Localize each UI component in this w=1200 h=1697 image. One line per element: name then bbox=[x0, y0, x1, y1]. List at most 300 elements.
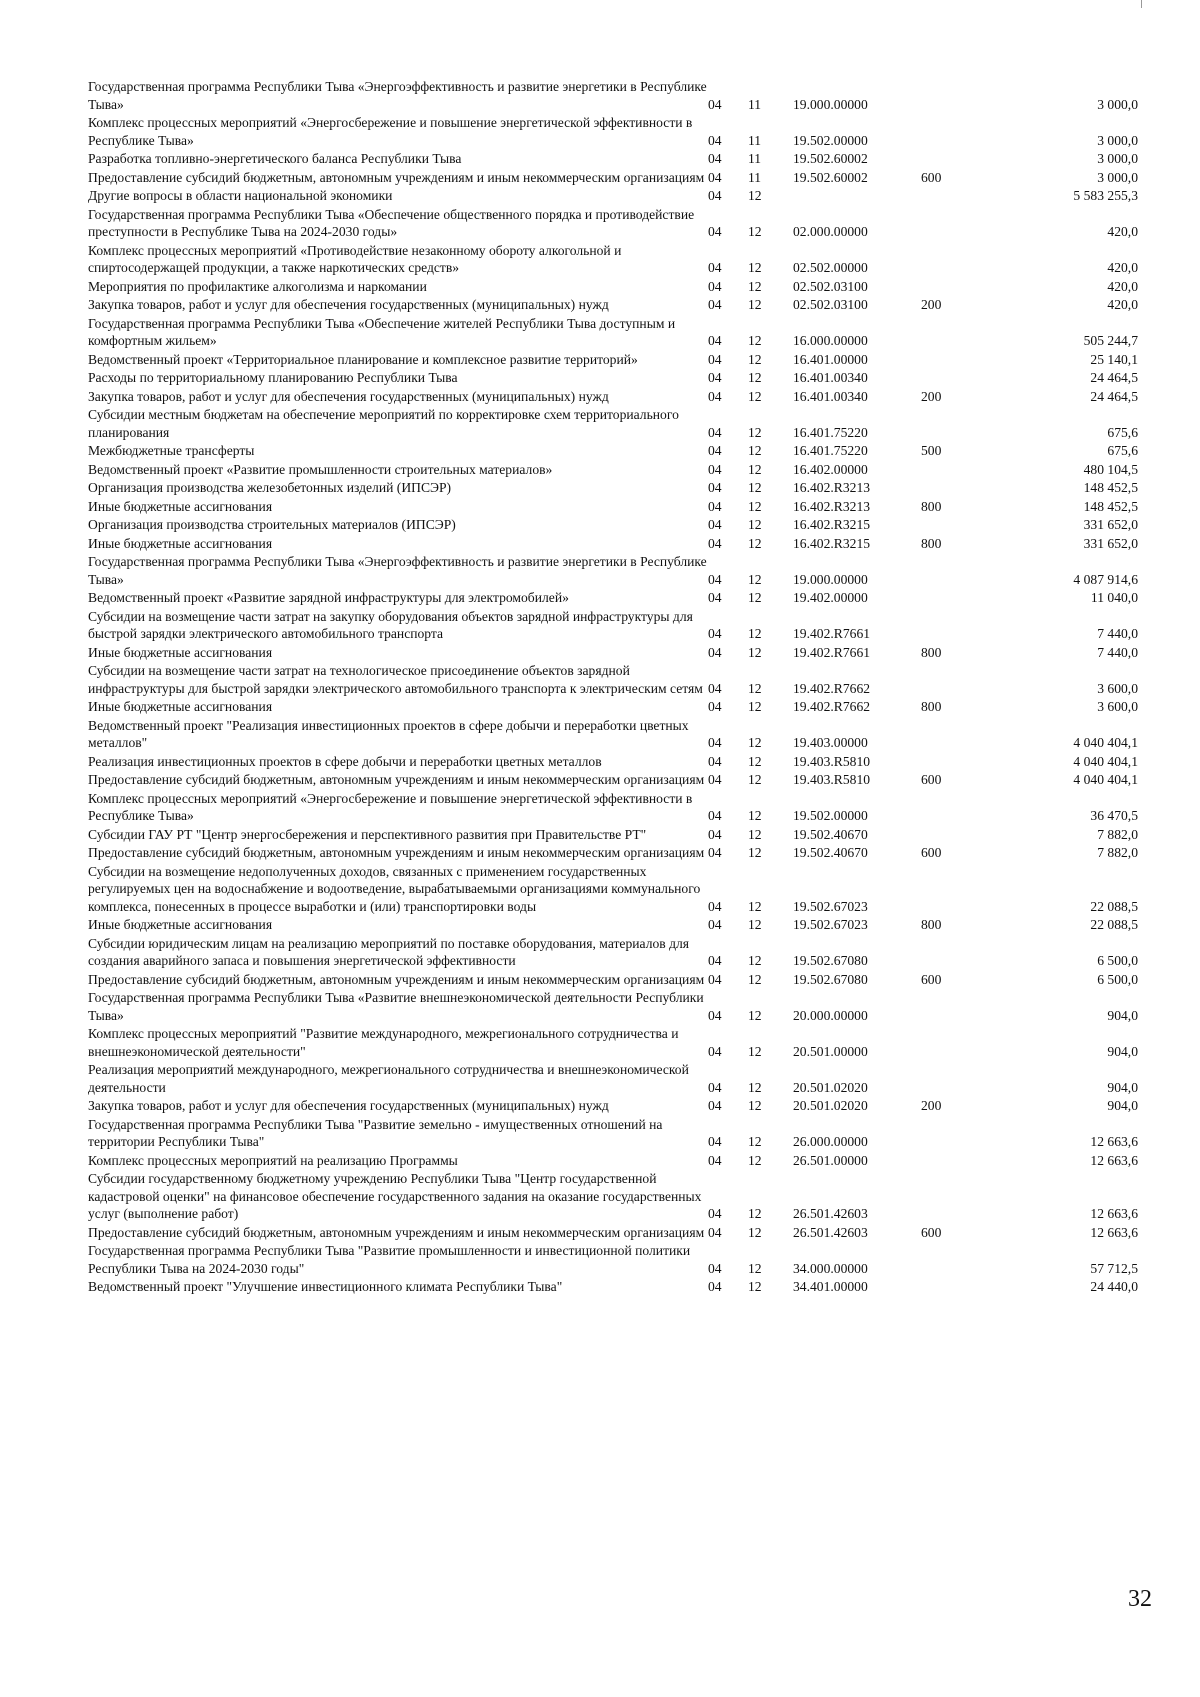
section-code: 04 bbox=[708, 971, 722, 987]
target-article-code: 16.402.R3213 bbox=[793, 498, 871, 514]
item-name: Иные бюджетные ассигнования bbox=[88, 498, 273, 514]
expense-type-code: 600 bbox=[921, 772, 942, 787]
amount: 6 500,0 bbox=[1097, 971, 1138, 987]
table-row bbox=[88, 206, 1138, 242]
section-code: 04 bbox=[708, 461, 722, 477]
item-name: Субсидии юридическим лицам на реализацию мероприятий по поставке оборудования, материалов для создания аварийного запаса и повышения энергетической эффективности bbox=[88, 935, 690, 968]
amount: 3 000,0 bbox=[1097, 132, 1138, 148]
amount: 904,0 bbox=[1107, 1043, 1138, 1059]
amount: 3 000,0 bbox=[1097, 169, 1138, 185]
amount: 675,6 bbox=[1107, 443, 1138, 458]
subsection-code: 12 bbox=[748, 333, 762, 348]
item-name: Комплекс процессных мероприятий "Развитие международного, межрегионального сотрудничества и внешнеэкономической деятельности" bbox=[88, 1026, 679, 1059]
table-row bbox=[88, 826, 1138, 845]
table-row bbox=[88, 753, 1138, 772]
item-name: Организация производства железобетонных изделий (ИПСЭР) bbox=[88, 480, 452, 495]
expense-type-code bbox=[921, 315, 981, 351]
expense-type-code bbox=[921, 78, 981, 114]
expense-type-code: 600 bbox=[921, 169, 942, 185]
section-code: 04 bbox=[708, 333, 722, 348]
target-article-code: 19.502.67023 bbox=[793, 917, 868, 932]
subsection-code: 12 bbox=[748, 1279, 762, 1294]
section-code: 04 bbox=[708, 351, 722, 367]
item-name: Иные бюджетные ассигнования bbox=[88, 699, 273, 714]
expense-type-code: 800 bbox=[921, 644, 942, 660]
target-article-code: 16.402.R3215 bbox=[793, 535, 871, 551]
amount: 12 663,6 bbox=[1090, 1224, 1138, 1240]
section-code: 04 bbox=[708, 1134, 722, 1149]
expense-type-code bbox=[921, 1278, 981, 1297]
target-article-code: 19.402.00000 bbox=[793, 590, 868, 605]
amount: 7 440,0 bbox=[1097, 644, 1138, 660]
item-name: Субсидии на возмещение части затрат на технологическое присоединение объектов зарядной инфраструктуры для быстрой зарядки электрического автомобильного транспорта к электрическим сетям bbox=[88, 663, 703, 696]
section-code: 04 bbox=[708, 845, 722, 860]
target-article-code: 20.501.00000 bbox=[793, 1043, 868, 1059]
item-name: Комплекс процессных мероприятий «Энергосбережение и повышение энергетической эффективности в Республике Тыва» bbox=[88, 790, 693, 823]
section-code: 04 bbox=[708, 1279, 722, 1294]
subsection-code: 12 bbox=[748, 1206, 762, 1221]
target-article-code bbox=[793, 187, 921, 206]
page-number: 32 bbox=[1128, 1586, 1152, 1612]
subsection-code: 12 bbox=[748, 845, 762, 860]
table-row bbox=[88, 1097, 1138, 1116]
section-code: 04 bbox=[708, 1260, 722, 1276]
subsection-code: 11 bbox=[748, 132, 762, 148]
item-name: Предоставление субсидий бюджетным, автономным учреждениям и иным некоммерческим организациям bbox=[88, 1224, 705, 1240]
expense-type-code: 600 bbox=[921, 845, 942, 860]
table-row bbox=[88, 535, 1138, 554]
section-code: 04 bbox=[708, 424, 722, 440]
amount: 505 244,7 bbox=[1083, 333, 1138, 348]
subsection-code: 12 bbox=[748, 571, 762, 587]
section-code: 04 bbox=[708, 132, 722, 148]
target-article-code: 19.402.R7662 bbox=[793, 699, 871, 714]
section-code: 04 bbox=[708, 498, 722, 514]
item-name: Иные бюджетные ассигнования bbox=[88, 535, 273, 551]
amount: 22 088,5 bbox=[1090, 917, 1138, 932]
item-name: Закупка товаров, работ и услуг для обеспечения государственных (муниципальных) нужд bbox=[88, 388, 609, 404]
target-article-code: 02.000.00000 bbox=[793, 224, 868, 239]
table-row bbox=[88, 278, 1138, 297]
table-row bbox=[88, 935, 1138, 971]
amount: 904,0 bbox=[1107, 1098, 1138, 1113]
section-code: 04 bbox=[708, 644, 722, 660]
target-article-code: 20.000.00000 bbox=[793, 1007, 868, 1023]
table-row bbox=[88, 296, 1138, 315]
amount: 904,0 bbox=[1107, 1007, 1138, 1023]
table-row bbox=[88, 369, 1138, 388]
table-row bbox=[88, 498, 1138, 517]
subsection-code: 12 bbox=[748, 224, 762, 239]
item-name: Реализация инвестиционных проектов в сфере добычи и переработки цветных металлов bbox=[88, 753, 602, 769]
item-name: Предоставление субсидий бюджетным, автономным учреждениям и иным некоммерческим организациям bbox=[88, 845, 705, 860]
expense-type-code bbox=[921, 863, 981, 917]
section-code: 04 bbox=[708, 753, 722, 769]
section-code: 04 bbox=[708, 772, 722, 787]
expense-type-code: 500 bbox=[921, 443, 942, 458]
amount: 480 104,5 bbox=[1083, 461, 1138, 477]
target-article-code: 26.000.00000 bbox=[793, 1134, 868, 1149]
section-code: 04 bbox=[708, 1098, 722, 1113]
expense-type-code bbox=[921, 608, 981, 644]
target-article-code: 16.401.75220 bbox=[793, 424, 868, 440]
item-name: Государственная программа Республики Тыва «Энергоэффективность и развитие энергетики в Республике Тыва» bbox=[88, 554, 707, 587]
subsection-code: 12 bbox=[748, 297, 762, 312]
expense-type-code: 200 bbox=[921, 388, 942, 404]
amount: 4 040 404,1 bbox=[1073, 772, 1138, 787]
expense-type-code bbox=[921, 1116, 981, 1152]
section-code: 04 bbox=[708, 1152, 722, 1168]
target-article-code: 26.501.42603 bbox=[793, 1224, 868, 1240]
target-article-code: 34.401.00000 bbox=[793, 1279, 868, 1294]
section-code: 04 bbox=[708, 96, 722, 112]
amount: 3 000,0 bbox=[1097, 151, 1138, 166]
subsection-code: 12 bbox=[748, 1134, 762, 1149]
target-article-code: 19.402.R7661 bbox=[793, 626, 871, 641]
subsection-code: 12 bbox=[748, 1224, 762, 1240]
item-name: Разработка топливно-энергетического баланса Республики Тыва bbox=[88, 151, 462, 166]
subsection-code: 11 bbox=[748, 96, 762, 112]
table-row bbox=[88, 388, 1138, 407]
subsection-code: 12 bbox=[748, 461, 762, 477]
target-article-code: 19.000.00000 bbox=[793, 571, 868, 587]
target-article-code: 19.502.67080 bbox=[793, 971, 868, 987]
item-name: Комплекс процессных мероприятий на реализацию Программы bbox=[88, 1152, 458, 1168]
item-name: Иные бюджетные ассигнования bbox=[88, 644, 273, 660]
expense-type-code: 800 bbox=[921, 498, 942, 514]
target-article-code: 19.403.R5810 bbox=[793, 772, 871, 787]
table-row bbox=[88, 406, 1138, 442]
item-name: Предоставление субсидий бюджетным, автономным учреждениям и иным некоммерческим организациям bbox=[88, 971, 705, 987]
target-article-code: 16.401.00000 bbox=[793, 351, 868, 367]
table-row bbox=[88, 169, 1138, 188]
expense-type-code bbox=[921, 553, 981, 589]
section-code: 04 bbox=[708, 1007, 722, 1023]
amount: 3 000,0 bbox=[1097, 96, 1138, 112]
item-name: Субсидии государственному бюджетному учреждению Республики Тыва "Центр государственной кадастровой оценки" на финансовое обеспечение государственного задания на оказание государственных услуг (выполнение работ) bbox=[88, 1171, 702, 1221]
table-row bbox=[88, 844, 1138, 863]
item-name: Комплекс процессных мероприятий «Противодействие незаконному обороту алкогольной и спиртосодержащей продукции, а также наркотических средств» bbox=[88, 242, 622, 275]
section-code: 04 bbox=[708, 535, 722, 551]
item-name: Ведомственный проект "Улучшение инвестиционного климата Республики Тыва" bbox=[88, 1279, 563, 1294]
subsection-code: 12 bbox=[748, 644, 762, 660]
expense-type-code bbox=[921, 114, 981, 150]
expense-type-code bbox=[921, 1242, 981, 1278]
section-code: 04 bbox=[708, 1079, 722, 1095]
amount: 24 440,0 bbox=[1090, 1279, 1138, 1294]
amount: 420,0 bbox=[1107, 224, 1138, 239]
subsection-code: 12 bbox=[748, 370, 762, 385]
target-article-code: 26.501.42603 bbox=[793, 1206, 868, 1221]
section-code: 04 bbox=[708, 808, 722, 823]
subsection-code: 12 bbox=[748, 535, 762, 551]
amount: 4 040 404,1 bbox=[1073, 735, 1138, 750]
expense-type-code: 600 bbox=[921, 1224, 942, 1240]
item-name: Мероприятия по профилактике алкоголизма и наркомании bbox=[88, 278, 427, 294]
amount: 3 600,0 bbox=[1097, 699, 1138, 714]
section-code: 04 bbox=[708, 680, 722, 696]
subsection-code: 11 bbox=[748, 169, 762, 185]
amount: 331 652,0 bbox=[1083, 517, 1138, 532]
amount: 12 663,6 bbox=[1090, 1152, 1138, 1168]
item-name: Межбюджетные трансферты bbox=[88, 443, 255, 458]
section-code: 04 bbox=[708, 370, 722, 385]
target-article-code: 19.502.60002 bbox=[793, 151, 868, 166]
item-name: Государственная программа Республики Тыва «Развитие внешнеэкономической деятельности Республики Тыва» bbox=[88, 990, 704, 1023]
section-code: 04 bbox=[708, 1206, 722, 1221]
section-code: 04 bbox=[708, 188, 722, 203]
table-row bbox=[88, 771, 1138, 790]
subsection-code: 12 bbox=[748, 699, 762, 714]
table-row bbox=[88, 589, 1138, 608]
section-code: 04 bbox=[708, 953, 722, 968]
target-article-code: 20.501.02020 bbox=[793, 1079, 868, 1095]
item-name: Ведомственный проект «Развитие зарядной инфраструктуры для электромобилей» bbox=[88, 590, 569, 605]
expense-type-code bbox=[921, 826, 981, 845]
section-code: 04 bbox=[708, 443, 722, 458]
section-code: 04 bbox=[708, 1224, 722, 1240]
target-article-code: 16.402.R3213 bbox=[793, 480, 871, 495]
amount: 4 040 404,1 bbox=[1073, 753, 1138, 769]
table-row bbox=[88, 1224, 1138, 1243]
item-name: Государственная программа Республики Тыва «Обеспечение общественного порядка и противодействие преступности в Республике Тыва на 2024-2030 годы» bbox=[88, 206, 695, 239]
expense-type-code bbox=[921, 989, 981, 1025]
expense-type-code bbox=[921, 516, 981, 535]
table-row bbox=[88, 717, 1138, 753]
item-name: Предоставление субсидий бюджетным, автономным учреждениям и иным некоммерческим организациям bbox=[88, 772, 705, 787]
amount: 25 140,1 bbox=[1090, 351, 1138, 367]
target-article-code: 19.402.R7661 bbox=[793, 644, 871, 660]
expense-type-code bbox=[921, 278, 981, 297]
item-name: Иные бюджетные ассигнования bbox=[88, 917, 273, 932]
item-name: Закупка товаров, работ и услуг для обеспечения государственных (муниципальных) нужд bbox=[88, 1098, 609, 1113]
table-row bbox=[88, 662, 1138, 698]
target-article-code: 20.501.02020 bbox=[793, 1098, 868, 1113]
table-row bbox=[88, 315, 1138, 351]
subsection-code: 12 bbox=[748, 772, 762, 787]
subsection-code: 12 bbox=[748, 735, 762, 750]
table-row bbox=[88, 150, 1138, 169]
table-row bbox=[88, 351, 1138, 370]
subsection-code: 12 bbox=[748, 971, 762, 987]
amount: 675,6 bbox=[1107, 424, 1138, 440]
section-code: 04 bbox=[708, 917, 722, 932]
subsection-code: 12 bbox=[748, 498, 762, 514]
item-name: Комплекс процессных мероприятий «Энергосбережение и повышение энергетической эффективности в Республике Тыва» bbox=[88, 115, 693, 148]
subsection-code: 12 bbox=[748, 808, 762, 823]
table-row bbox=[88, 114, 1138, 150]
target-article-code: 16.402.00000 bbox=[793, 461, 868, 477]
section-code: 04 bbox=[708, 260, 722, 275]
table-row bbox=[88, 790, 1138, 826]
expense-type-code: 800 bbox=[921, 699, 942, 714]
target-article-code: 26.501.00000 bbox=[793, 1152, 868, 1168]
amount: 331 652,0 bbox=[1083, 535, 1138, 551]
target-article-code: 16.401.00340 bbox=[793, 388, 868, 404]
table-row bbox=[88, 1278, 1138, 1297]
item-name: Государственная программа Республики Тыва «Энергоэффективность и развитие энергетики в Республике Тыва» bbox=[88, 79, 707, 112]
section-code: 04 bbox=[708, 699, 722, 714]
target-article-code: 19.403.R5810 bbox=[793, 753, 871, 769]
item-name: Государственная программа Республики Тыва "Развитие промышленности и инвестиционной политики Республики Тыва на 2024-2030 годы" bbox=[88, 1243, 691, 1276]
amount: 148 452,5 bbox=[1083, 498, 1138, 514]
expense-type-code bbox=[921, 242, 981, 278]
item-name: Ведомственный проект "Реализация инвестиционных проектов в сфере добычи и переработки цветных металлов" bbox=[88, 717, 689, 750]
target-article-code: 19.502.40670 bbox=[793, 845, 868, 860]
expense-type-code bbox=[921, 461, 981, 480]
section-code: 04 bbox=[708, 571, 722, 587]
item-name: Реализация мероприятий международного, межрегионального сотрудничества и внешнеэкономической деятельности bbox=[88, 1062, 689, 1095]
item-name: Государственная программа Республики Тыва "Развитие земельно - имущественных отношений на территории Республики Тыва" bbox=[88, 1116, 663, 1149]
target-article-code: 02.502.03100 bbox=[793, 278, 868, 294]
item-name: Субсидии на возмещение части затрат на закупку оборудования объектов зарядной инфраструктуры для быстрой зарядки электрического автомобильного транспорта bbox=[88, 608, 693, 641]
item-name: Государственная программа Республики Тыва «Обеспечение жителей Республики Тыва доступным и комфортным жильем» bbox=[88, 315, 676, 348]
amount: 24 464,5 bbox=[1090, 388, 1138, 404]
amount: 7 440,0 bbox=[1097, 626, 1138, 641]
table-row bbox=[88, 608, 1138, 644]
subsection-code: 12 bbox=[748, 480, 762, 495]
amount: 148 452,5 bbox=[1083, 480, 1138, 495]
subsection-code: 12 bbox=[748, 680, 762, 696]
amount: 420,0 bbox=[1107, 297, 1138, 312]
section-code: 04 bbox=[708, 826, 722, 842]
subsection-code: 12 bbox=[748, 351, 762, 367]
subsection-code: 12 bbox=[748, 424, 762, 440]
expense-type-code bbox=[921, 717, 981, 753]
section-code: 04 bbox=[708, 169, 722, 185]
table-row bbox=[88, 1061, 1138, 1097]
subsection-code: 12 bbox=[748, 388, 762, 404]
section-code: 04 bbox=[708, 297, 722, 312]
section-code: 04 bbox=[708, 626, 722, 641]
target-article-code: 02.502.00000 bbox=[793, 260, 868, 275]
expense-type-code bbox=[921, 662, 981, 698]
expense-type-code: 200 bbox=[921, 1098, 942, 1113]
subsection-code: 12 bbox=[748, 898, 762, 914]
expense-type-code bbox=[921, 753, 981, 772]
expense-type-code bbox=[921, 790, 981, 826]
amount: 22 088,5 bbox=[1090, 898, 1138, 914]
table-row bbox=[88, 442, 1138, 461]
amount: 12 663,6 bbox=[1090, 1206, 1138, 1221]
table-row bbox=[88, 242, 1138, 278]
section-code: 04 bbox=[708, 224, 722, 239]
amount: 6 500,0 bbox=[1097, 953, 1138, 968]
table-row bbox=[88, 644, 1138, 663]
table-row bbox=[88, 863, 1138, 917]
table-row bbox=[88, 1116, 1138, 1152]
expense-type-code bbox=[921, 589, 981, 608]
table-row bbox=[88, 187, 1138, 206]
section-code: 04 bbox=[708, 735, 722, 750]
table-row bbox=[88, 916, 1138, 935]
subsection-code: 11 bbox=[748, 151, 762, 166]
expense-type-code bbox=[921, 369, 981, 388]
section-code: 04 bbox=[708, 1043, 722, 1059]
amount: 12 663,6 bbox=[1090, 1134, 1138, 1149]
amount: 420,0 bbox=[1107, 260, 1138, 275]
subsection-code: 12 bbox=[748, 1098, 762, 1113]
target-article-code: 19.000.00000 bbox=[793, 96, 868, 112]
table-row bbox=[88, 1242, 1138, 1278]
section-code: 04 bbox=[708, 278, 722, 294]
expense-type-code bbox=[921, 187, 981, 206]
table-row bbox=[88, 78, 1138, 114]
subsection-code: 12 bbox=[748, 1079, 762, 1095]
item-name: Другие вопросы в области национальной экономики bbox=[88, 188, 393, 203]
table-row bbox=[88, 461, 1138, 480]
section-code: 04 bbox=[708, 480, 722, 495]
item-name: Ведомственный проект «Территориальное планирование и комплексное развитие территорий» bbox=[88, 351, 638, 367]
table-row bbox=[88, 1170, 1138, 1224]
item-name: Предоставление субсидий бюджетным, автономным учреждениям и иным некоммерческим организациям bbox=[88, 169, 705, 185]
target-article-code: 19.502.00000 bbox=[793, 808, 868, 823]
subsection-code: 12 bbox=[748, 260, 762, 275]
table-row bbox=[88, 1152, 1138, 1171]
expense-type-code bbox=[921, 351, 981, 370]
subsection-code: 12 bbox=[748, 1043, 762, 1059]
expense-type-code bbox=[921, 1061, 981, 1097]
section-code: 04 bbox=[708, 151, 722, 166]
amount: 7 882,0 bbox=[1097, 826, 1138, 842]
section-code: 04 bbox=[708, 898, 722, 914]
table-row bbox=[88, 553, 1138, 589]
expense-type-code bbox=[921, 206, 981, 242]
subsection-code: 12 bbox=[748, 443, 762, 458]
expense-type-code bbox=[921, 1025, 981, 1061]
item-name: Закупка товаров, работ и услуг для обеспечения государственных (муниципальных) нужд bbox=[88, 297, 609, 312]
item-name: Расходы по территориальному планированию Республики Тыва bbox=[88, 370, 458, 385]
scan-mark bbox=[1141, 0, 1142, 8]
target-article-code: 19.402.R7662 bbox=[793, 680, 871, 696]
table-row bbox=[88, 479, 1138, 498]
item-name: Ведомственный проект «Развитие промышленности строительных материалов» bbox=[88, 461, 553, 477]
table-body bbox=[88, 78, 1138, 1297]
table-row bbox=[88, 989, 1138, 1025]
amount: 36 470,5 bbox=[1090, 808, 1138, 823]
target-article-code: 02.502.03100 bbox=[793, 297, 868, 312]
table-row bbox=[88, 1025, 1138, 1061]
subsection-code: 12 bbox=[748, 517, 762, 532]
amount: 11 040,0 bbox=[1090, 590, 1138, 605]
subsection-code: 12 bbox=[748, 953, 762, 968]
target-article-code: 16.402.R3215 bbox=[793, 517, 871, 532]
item-name: Организация производства строительных материалов (ИПСЭР) bbox=[88, 517, 456, 532]
target-article-code: 19.403.00000 bbox=[793, 735, 868, 750]
subsection-code: 12 bbox=[748, 1152, 762, 1168]
section-code: 04 bbox=[708, 388, 722, 404]
section-code: 04 bbox=[708, 517, 722, 532]
amount: 904,0 bbox=[1107, 1079, 1138, 1095]
subsection-code: 12 bbox=[748, 278, 762, 294]
expense-type-code bbox=[921, 1152, 981, 1171]
amount: 24 464,5 bbox=[1090, 370, 1138, 385]
target-article-code: 16.401.00340 bbox=[793, 370, 868, 385]
target-article-code: 19.502.67080 bbox=[793, 953, 868, 968]
budget-table bbox=[88, 78, 1138, 1297]
subsection-code: 12 bbox=[748, 590, 762, 605]
table-row bbox=[88, 971, 1138, 990]
item-name: Субсидии ГАУ РТ "Центр энергосбережения и перспективного развития при Правительстве РТ" bbox=[88, 826, 647, 842]
item-name: Субсидии на возмещение недополученных доходов, связанных с применением государственных регулируемых цен на водоснабжение и водоотведение, вырабатываемыми организациями коммунального комплекса, понесенных в процессе выработки и (или) транспортировки воды bbox=[88, 863, 701, 914]
table-row bbox=[88, 698, 1138, 717]
amount: 57 712,5 bbox=[1090, 1260, 1138, 1276]
subsection-code: 12 bbox=[748, 826, 762, 842]
subsection-code: 12 bbox=[748, 917, 762, 932]
subsection-code: 12 bbox=[748, 188, 762, 203]
amount: 420,0 bbox=[1107, 278, 1138, 294]
table-row bbox=[88, 516, 1138, 535]
